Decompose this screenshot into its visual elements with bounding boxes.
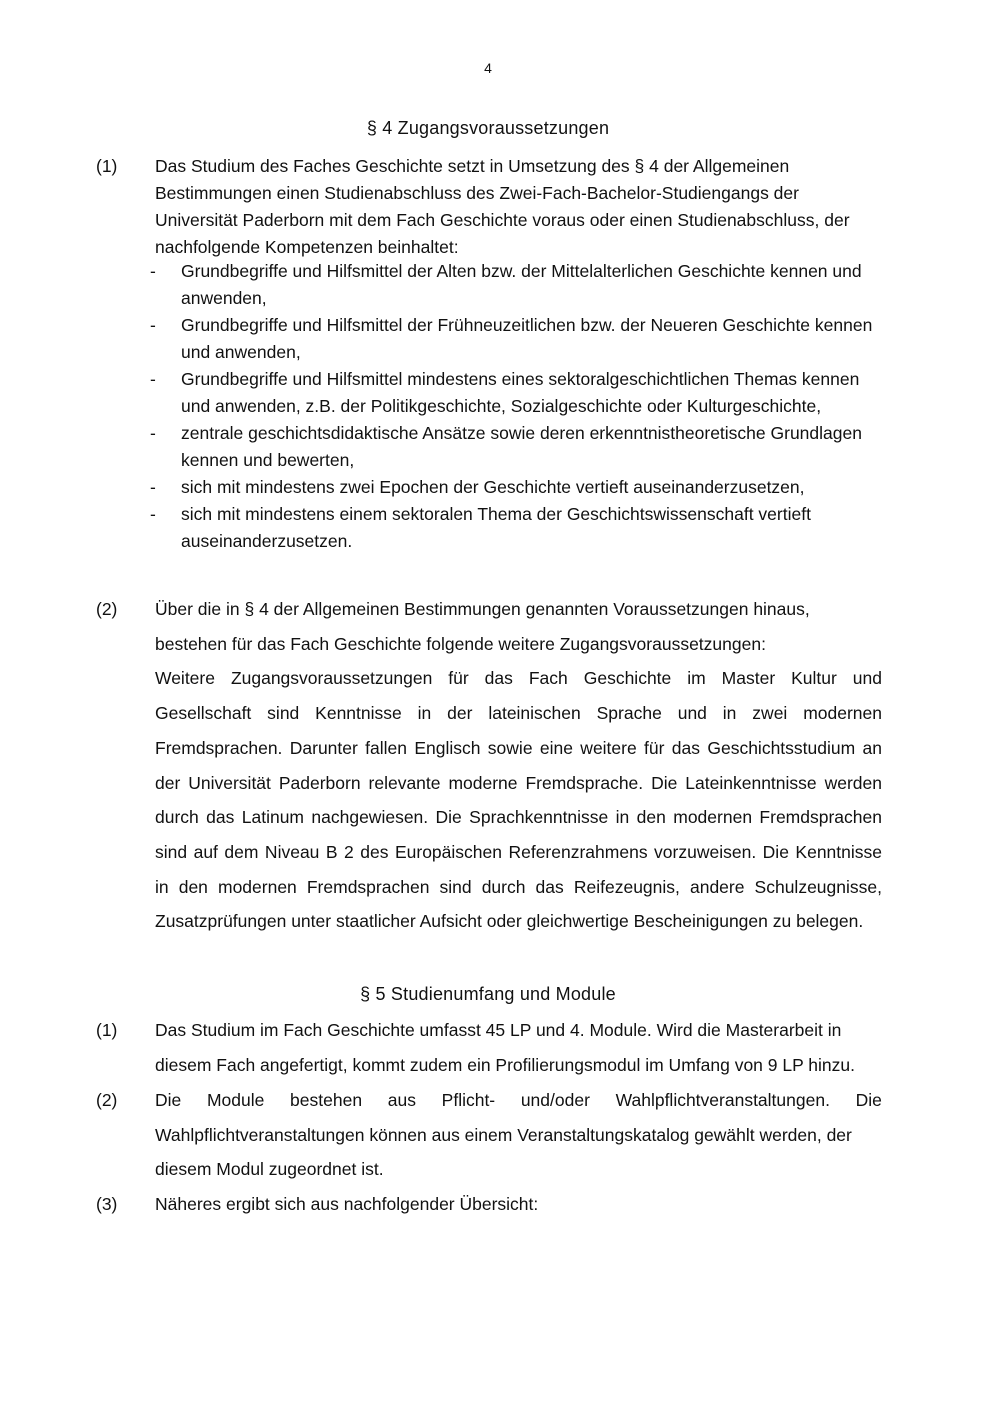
section-5-heading: § 5 Studienumfang und Module <box>360 984 616 1004</box>
paragraph-number: (3) <box>96 1194 118 1214</box>
paragraph-text: Näheres ergibt sich aus nachfolgender Übersicht: <box>155 1194 539 1214</box>
paragraph-number: (1) <box>96 156 118 176</box>
list-item: - Grundbegriffe und Hilfsmittel der Frühneuzeitlichen bzw. der Neueren Geschichte kennen und anwenden, <box>150 315 873 362</box>
paragraph-intro: Über die in § 4 der Allgemeinen Bestimmungen genannten Voraussetzungen hinaus, bestehen für das Fach Geschichte folgende weitere Zugangsvoraussetzungen: <box>155 599 810 654</box>
paragraph-detail: Weitere Zugangsvoraussetzungen für das Fach Geschichte im Master Kultur und Gesellschaft sind Kenntnisse in der lateinischen Sprache und in zwei modernen Fremdsprachen. Darunter fallen Englisch sowie eine weitere für das Geschichtsstudium an der Universität Paderborn relevante moderne Fremdsprache. Die Lateinkenntnisse werden durch das Latinum nachgewiesen. Die Sprachkenntnisse in den modernen Fremdsprachen sind auf dem Niveau B 2 des Europäischen Referenzrahmens vorzuweisen. Die Kenntnisse in den modernen Fremdsprachen sind durch das Reifezeugnis, andere Schulzeugnisse, Zusatzprüfungen unter staatlicher Aufsicht oder gleichwertige Bescheinigungen zu belegen. <box>155 668 882 932</box>
paragraph-text: Das Studium des Faches Geschichte setzt in Umsetzung des § 4 der Allgemeinen Bestimmungen einen Studienabschluss des Zwei-Fach-Bachelor-Studiengangs der Universität Paderborn mit dem Fach Geschichte voraus oder einen Studienabschluss, der nachfolgende Kompetenzen beinhaltet: <box>155 156 850 257</box>
section-4-heading: § 4 Zugangsvoraussetzungen <box>366 118 610 138</box>
paragraph-number: (2) <box>96 1090 118 1110</box>
paragraph-text: Wahlpflichtveranstaltungen können aus einem Veranstaltungskatalog gewählt werden, der diesem Modul zugeordnet ist. <box>155 1124 852 1180</box>
paragraph-number: (2) <box>96 599 118 619</box>
list-item: - zentrale geschichtsdidaktische Ansätze sowie deren erkenntnistheoretische Grundlagen kennen und bewerten, <box>150 423 862 470</box>
list-item: - sich mit mindestens zwei Epochen der Geschichte vertieft auseinanderzusetzen, <box>150 477 805 497</box>
paragraph-first-line: Die Module bestehen aus Pflicht- und/oder Wahlpflichtveranstaltungen. Die <box>155 1090 882 1110</box>
list-item: - Grundbegriffe und Hilfsmittel mindestens eines sektoralgeschichtlichen Themas kennen und anwenden, z.B. der Politikgeschichte, Sozialgeschichte oder Kulturgeschichte, <box>150 369 860 416</box>
page-number: 4 <box>484 60 492 76</box>
paragraph-text: Das Studium im Fach Geschichte umfasst 45 LP und 4. Module. Wird die Masterarbeit in diesem Fach angefertigt, kommt zudem ein Profilierungsmodul im Umfang von 9 LP hinzu. <box>155 1020 856 1075</box>
paragraph-number: (1) <box>96 1020 118 1040</box>
competency-list <box>0 258 1000 555</box>
list-item: - Grundbegriffe und Hilfsmittel der Alten bzw. der Mittelalterlichen Geschichte kennen und anwenden, <box>150 261 862 308</box>
list-item: - sich mit mindestens einem sektoralen Thema der Geschichtswissenschaft vertieft auseinanderzusetzen. <box>150 504 811 551</box>
